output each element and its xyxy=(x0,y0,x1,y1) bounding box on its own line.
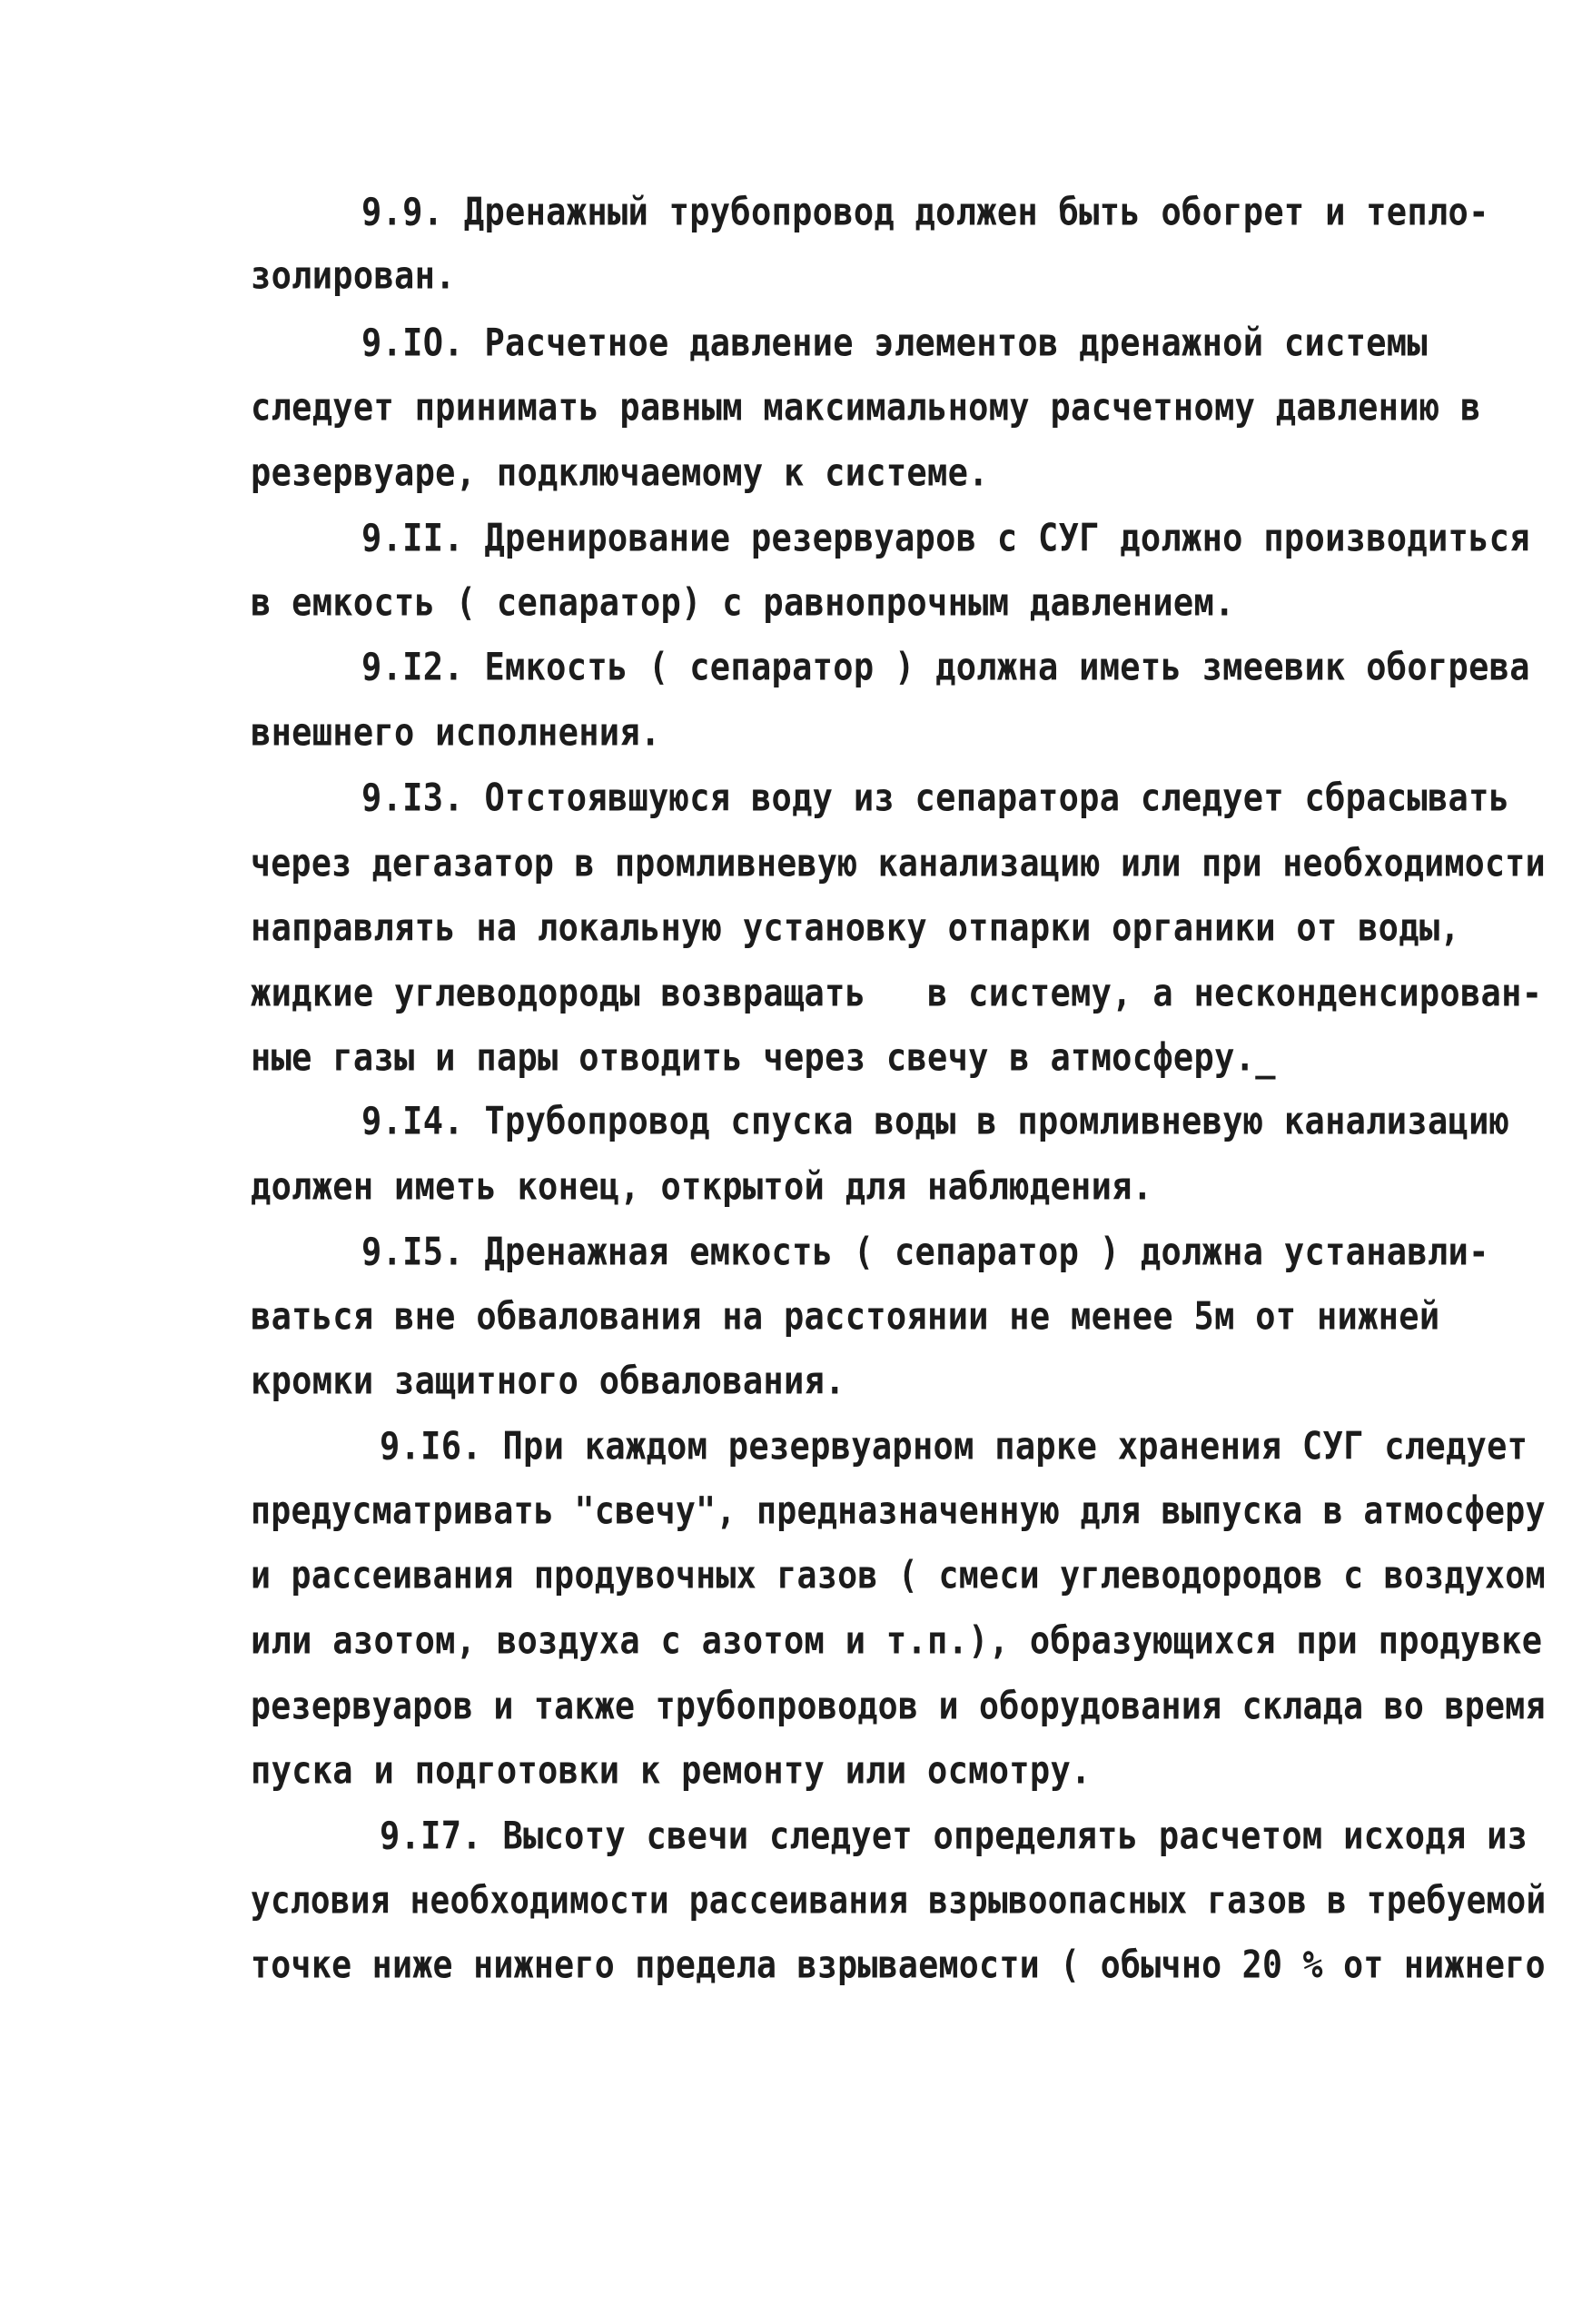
text-line: внешнего исполнения. xyxy=(251,710,661,755)
text-line: золирован. xyxy=(251,253,456,298)
text-line: должен иметь конец, открытой для наблюдения. xyxy=(251,1164,1153,1209)
text-line: или азотом, воздуха с азотом и т.п.), образующихся при продувке xyxy=(251,1618,1543,1663)
text-line: направлять на локальную установку отпарки органики от воды, xyxy=(251,905,1460,950)
text-line: кромки защитного обвалования. xyxy=(251,1359,845,1403)
text-line: пуска и подготовки к ремонту или осмотру. xyxy=(251,1748,1092,1793)
text-line-9-15: 9.I5. Дренажная емкость ( сепаратор ) должна устанавли- xyxy=(361,1230,1489,1274)
text-line-9-13: 9.I3. Отстоявшуюся воду из сепаратора следует сбрасывать xyxy=(361,776,1510,820)
text-line-9-10: 9.IO. Расчетное давление элементов дренажной системы xyxy=(361,321,1428,365)
text-line: резервуаре, подключаемому к системе. xyxy=(251,450,989,495)
text-line: жидкие углеводороды возвращать в систему, а несконденсирован- xyxy=(251,971,1543,1015)
text-line-9-17: 9.I7. Высоту свечи следует определять расчетом исходя из xyxy=(380,1814,1528,1858)
text-line-9-11: 9.II. Дренирование резервуаров с СУГ должно производиться xyxy=(361,516,1530,560)
text-line-9-16: 9.I6. При каждом резервуарном парке хранения СУГ следует xyxy=(380,1424,1528,1469)
text-line: условия необходимости рассеивания взрывоопасных газов в требуемой xyxy=(251,1878,1547,1923)
text-line-9-12: 9.I2. Емкость ( сепаратор ) должна иметь змеевик обогрева xyxy=(361,645,1530,689)
text-line: в емкость ( сепаратор) с равнопрочным давлением. xyxy=(251,580,1235,625)
text-line-9-9: 9.9. Дренажный трубопровод должен быть обогрет и тепло- xyxy=(361,190,1489,234)
text-line: следует принимать равным максимальному расчетному давлению в xyxy=(251,385,1481,430)
text-line: ные газы и пары отводить через свечу в атмосферу._ xyxy=(251,1035,1276,1080)
text-line: ваться вне обвалования на расстоянии не менее 5м от нижней xyxy=(251,1294,1440,1339)
text-line-9-14: 9.I4. Трубопровод спуска воды в промливневую канализацию xyxy=(361,1099,1510,1143)
text-line: резервуаров и также трубопроводов и оборудования склада во время xyxy=(251,1684,1546,1728)
text-line: и рассеивания продувочных газов ( смеси углеводородов с воздухом xyxy=(251,1553,1546,1597)
text-line: через дегазатор в промливневую канализацию или при необходимости xyxy=(251,841,1546,885)
text-line: предусматривать "свечу", предназначенную для выпуска в атмосферу xyxy=(251,1488,1546,1533)
text-line: точке ниже нижнего предела взрываемости ( обычно 20 % от нижнего xyxy=(251,1943,1546,1987)
